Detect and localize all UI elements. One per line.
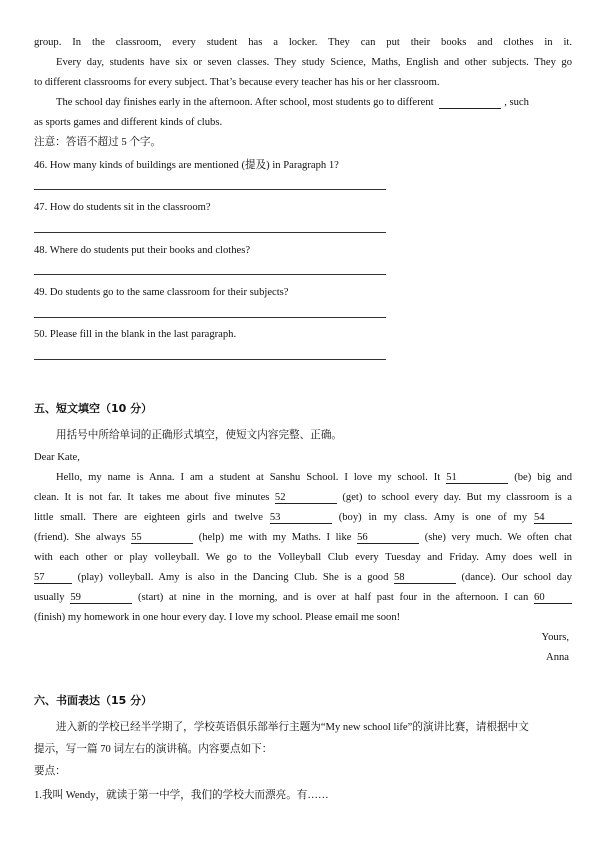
blank-55[interactable]: 55 [131,532,193,544]
blank-59[interactable]: 59 [70,592,132,604]
letter-text: (be) big and [514,472,572,483]
letter-line-2 [34,491,572,504]
letter-line-6 [34,571,572,584]
letter-closing: Yours, [541,632,569,643]
reading-paragraph-3-line-2: as sports games and different kinds of clubs. [34,117,223,128]
point-1: 1.我叫 Wendy，就读于第一中学，我们的学校大而漂亮。有…… [34,790,329,801]
answer-line-50[interactable] [34,359,386,360]
writing-prompt-line-2: 提示，写一篇 70 词左右的演讲稿。内容要点如下： [34,744,273,755]
letter-line-5: with each other or play volleyball. We go to the Volleyball Club every Tuesday and Friday. Amy does well in [34,552,572,563]
blank-54[interactable]: 54 [534,512,572,524]
blank-51[interactable]: 51 [446,472,508,484]
question-50 [34,328,572,341]
question-49 [34,286,572,299]
question-text: Where do students put their books and clothes? [49,245,251,256]
reading-paragraph-2-line-2: to different classrooms for every subject. That’s because every teacher has his or her classroom. [34,77,440,88]
blank-57[interactable]: 57 [34,572,72,584]
answer-line-48[interactable] [34,274,386,275]
section-6-heading: 六、书面表达（15 分） [34,694,153,707]
letter-text: little small. There are eighteen girls and twelve [34,512,263,523]
blank-53[interactable]: 53 [270,512,332,524]
question-number: 46. [34,160,48,171]
letter-greeting: Dear Kate, [34,452,80,463]
letter-text: Hello, my name is Anna. I am a student at Sanshu School. I love my school. It [56,472,441,483]
question-46 [34,159,572,172]
letter-text: (get) to school every day. But my classroom is a [342,492,572,503]
blank-60[interactable]: 60 [534,592,572,604]
letter-signature: Anna [546,652,569,663]
reading-paragraph-3-text: The school day finishes early in the afternoon. After school, most students go to different [56,97,434,108]
writing-prompt-line-1: 进入新的学校已经半学期了，学校英语俱乐部举行主题为“My new school life”的演讲比赛，请根据中文 [56,722,529,733]
answer-line-46[interactable] [34,189,386,190]
answer-note: 注意：答语不超过 5 个字。 [34,137,162,148]
question-number: 48. [34,245,48,256]
blank-52[interactable]: 52 [275,492,337,504]
letter-line-3 [34,511,572,524]
question-text: How do students sit in the classroom? [49,202,211,213]
letter-line-1 [56,471,572,484]
reading-paragraph-2-line-1: Every day, students have six or seven classes. They study Science, Maths, English and other subjects. They go [56,57,572,68]
letter-text: (help) me with my Maths. I like [198,532,352,543]
question-number: 47. [34,202,48,213]
letter-text: (she) very much. We often chat [424,532,573,543]
answer-line-49[interactable] [34,317,386,318]
section-5-heading: 五、短文填空（10 分） [34,402,153,415]
question-text: Do students go to the same classroom for their subjects? [49,287,289,298]
letter-text: (friend). She always [34,532,126,543]
question-48 [34,244,572,257]
letter-line-8: (finish) my homework in one hour every day. I love my school. Please email me soon! [34,612,401,623]
points-label: 要点： [34,766,66,777]
letter-text: clean. It is not far. It takes me about five minutes [34,492,270,503]
letter-text: (boy) in my class. Amy is one of my [338,512,528,523]
reading-paragraph-end: group. In the classroom, every student has a locker. They can put their books and clothes in it. [34,37,572,48]
letter-text: usually [34,592,65,603]
letter-line-7 [34,591,572,604]
letter-text: (play) volleyball. Amy is also in the Dancing Club. She is a good [77,572,389,583]
question-text: Please fill in the blank in the last paragraph. [49,329,237,340]
reading-paragraph-3-line-1 [56,96,572,109]
section-5-instruction: 用括号中所给单词的正确形式填空，使短文内容完整、正确。 [56,430,343,441]
question-number: 50. [34,329,48,340]
reading-paragraph-3-suffix: , such [504,97,529,108]
reading-blank[interactable] [439,97,501,109]
question-text: How many kinds of buildings are mentioned (提及) in Paragraph 1? [49,160,339,171]
question-47 [34,201,572,214]
blank-56[interactable]: 56 [357,532,419,544]
letter-text: (dance). Our school day [461,572,573,583]
letter-text: (start) at nine in the morning, and is over at half past four in the afternoon. I can [138,592,529,603]
question-number: 49. [34,287,48,298]
answer-line-47[interactable] [34,232,386,233]
letter-line-4 [34,531,572,544]
blank-58[interactable]: 58 [394,572,456,584]
